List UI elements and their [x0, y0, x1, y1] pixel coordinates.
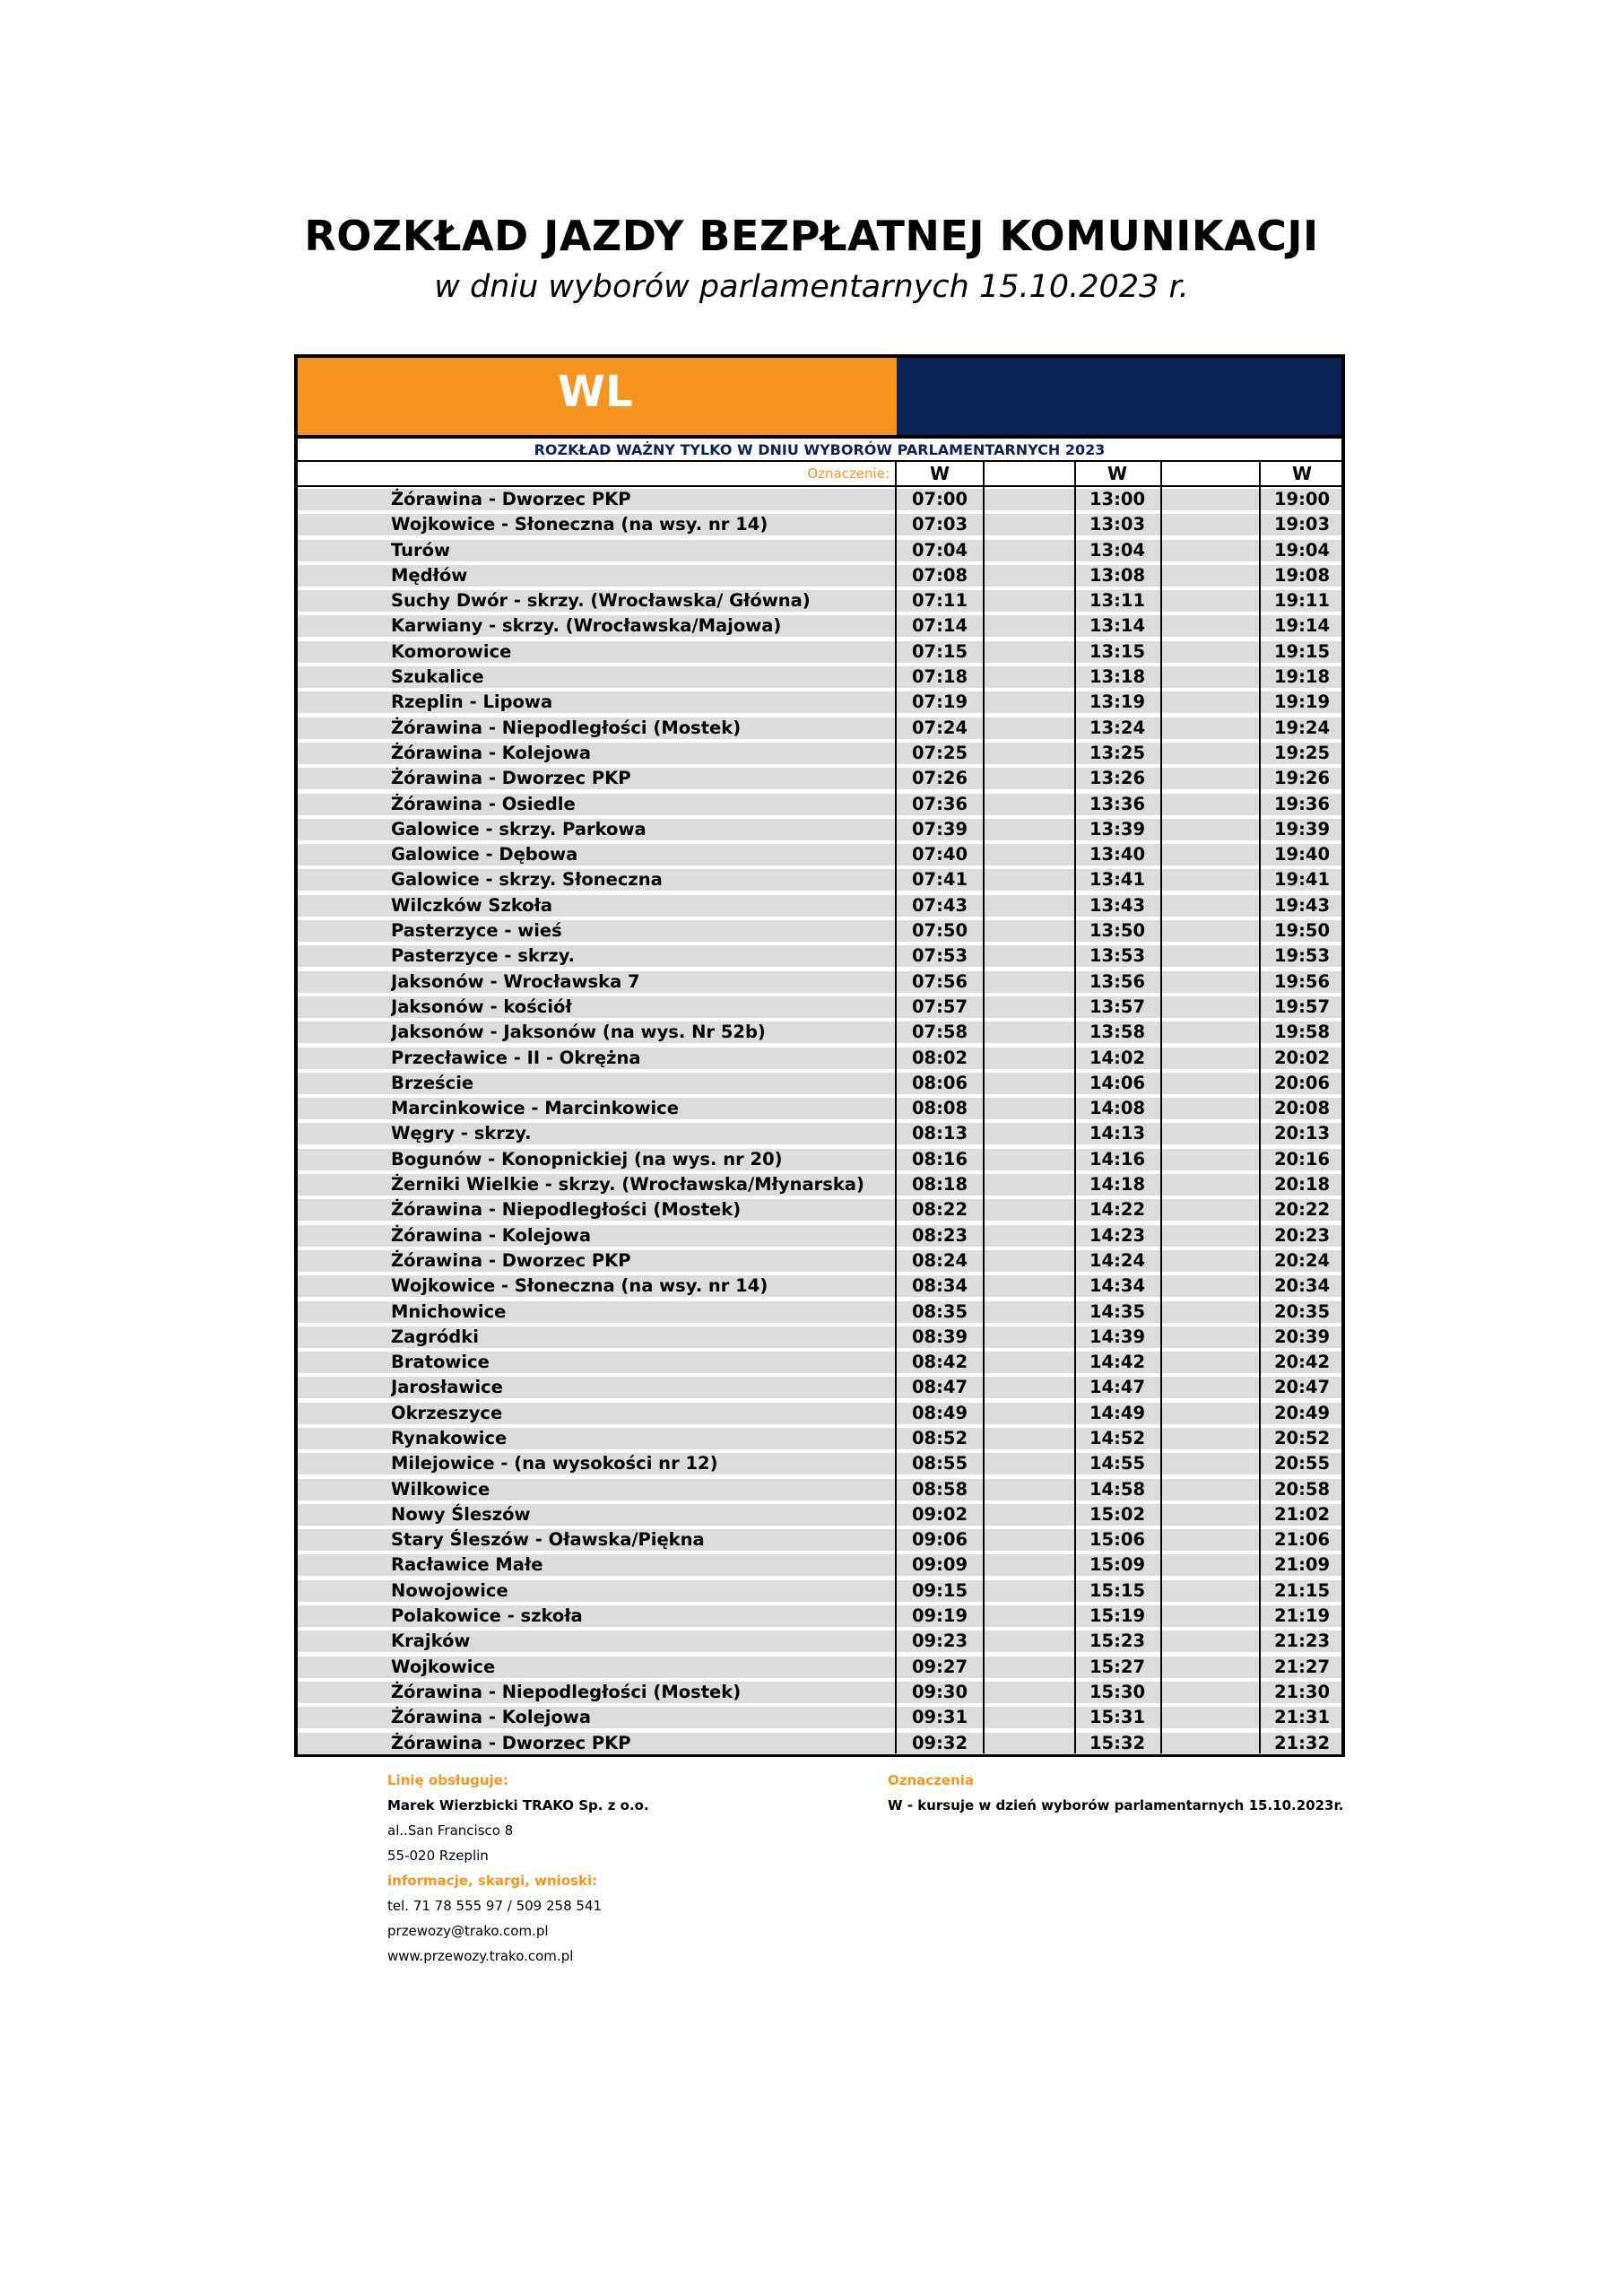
stop-name: Pasterzyce - wieś [391, 920, 562, 942]
departure-time: 09:31 [911, 1707, 968, 1728]
table-row [298, 1451, 1341, 1476]
timetable-body [298, 462, 1341, 1756]
table-row [298, 1552, 1341, 1578]
departure-time: 08:22 [911, 1199, 968, 1221]
stop-name: Wojkowice - Słoneczna (na wsy. nr 14) [391, 1275, 768, 1297]
stop-name: Żórawina - Dworzec PKP [391, 1249, 631, 1271]
table-row [298, 792, 1341, 817]
departure-time: 07:03 [911, 514, 968, 535]
departure-time: 08:06 [911, 1072, 968, 1093]
table-row [298, 1629, 1341, 1654]
departure-time: 07:18 [911, 666, 968, 688]
stop-name: Nowojowice [391, 1579, 508, 1601]
table-row [298, 1527, 1341, 1552]
stop-name: Milejowice - (na wysokości nr 12) [391, 1453, 718, 1474]
stop-name: Karwiany - skrzy. (Wrocławska/Majowa) [391, 615, 782, 637]
departure-time: 19:04 [1273, 539, 1331, 561]
stop-name: Okrzeszyce [391, 1402, 503, 1423]
operator-name: Marek Wierzbicki TRAKO Sp. z o.o. [387, 1797, 649, 1813]
departure-time: 08:02 [911, 1047, 968, 1068]
departure-time: 09:02 [911, 1503, 968, 1525]
departure-time: 15:15 [1089, 1579, 1146, 1601]
departure-time: 07:41 [911, 869, 968, 891]
document-title: ROZKŁAD JAZDY BEZPŁATNEJ KOMUNIKACJI [304, 212, 1319, 260]
stop-name: Żórawina - Niepodległości (Mostek) [391, 1199, 742, 1221]
table-row [298, 1147, 1341, 1172]
stop-name: Brzeście [391, 1072, 474, 1093]
legend-text: W - kursuje w dzień wyborów parlamentarnych 15.10.2023r. [888, 1797, 1344, 1813]
operator-address-street: al..San Francisco 8 [387, 1822, 514, 1839]
departure-time: 19:39 [1273, 818, 1331, 839]
departure-time: 07:40 [911, 844, 968, 865]
departure-time: 08:52 [911, 1427, 968, 1448]
departure-time: 14:49 [1089, 1402, 1146, 1423]
table-row [298, 741, 1341, 766]
departure-time: 13:53 [1089, 945, 1146, 967]
departure-time: 19:19 [1273, 691, 1331, 713]
stop-name: Żórawina - Kolejowa [391, 1224, 592, 1246]
departure-time: 09:27 [911, 1656, 968, 1677]
departure-time: 19:18 [1273, 666, 1331, 688]
departure-time: 14:52 [1089, 1427, 1146, 1448]
departure-time: 08:24 [911, 1249, 968, 1271]
departure-time: 13:24 [1089, 717, 1146, 738]
departure-time: 19:00 [1273, 489, 1331, 509]
departure-time: 08:16 [911, 1148, 968, 1170]
departure-time: 20:16 [1273, 1148, 1331, 1170]
departure-time: 20:58 [1273, 1478, 1331, 1500]
stop-name: Turów [391, 539, 451, 561]
stop-name: Jaksonów - Jaksonów (na wys. Nr 52b) [391, 1022, 766, 1043]
departure-time: 13:58 [1089, 1022, 1146, 1043]
departure-time: 21:02 [1273, 1503, 1331, 1525]
table-row [298, 1071, 1341, 1096]
departure-time: 08:08 [911, 1098, 968, 1119]
departure-time: 15:02 [1089, 1503, 1146, 1525]
stop-name: Wilczków Szkoła [391, 894, 553, 916]
departure-time: 20:18 [1273, 1174, 1331, 1196]
table-row [298, 690, 1341, 715]
stop-name: Mędłów [391, 564, 468, 586]
departure-time: 15:27 [1089, 1656, 1146, 1677]
departure-time: 21:30 [1273, 1681, 1331, 1702]
stop-name: Marcinkowice - Marcinkowice [391, 1098, 679, 1119]
column-divider [1160, 462, 1162, 1753]
departure-time: 19:41 [1273, 869, 1331, 891]
departure-time: 08:35 [911, 1300, 968, 1322]
table-row [298, 893, 1341, 918]
departure-time: 19:24 [1273, 717, 1331, 738]
departure-time: 07:53 [911, 945, 968, 967]
departure-time: 14:55 [1089, 1453, 1146, 1474]
table-row [298, 1705, 1341, 1730]
departure-time: 20:23 [1273, 1224, 1331, 1246]
departure-time: 08:23 [911, 1224, 968, 1246]
table-row [298, 665, 1341, 690]
departure-time: 21:32 [1273, 1732, 1331, 1753]
departure-time: 07:26 [911, 768, 968, 789]
departure-time: 08:47 [911, 1377, 968, 1398]
departure-time: 07:04 [911, 539, 968, 561]
departure-time: 07:36 [911, 793, 968, 814]
marking-label: Oznaczenie: [807, 465, 890, 482]
header-divider [298, 435, 1341, 439]
departure-time: 13:43 [1089, 894, 1146, 916]
stop-name: Pasterzyce - skrzy. [391, 945, 576, 967]
departure-time: 21:31 [1273, 1707, 1331, 1728]
departure-time: 13:39 [1089, 818, 1146, 839]
line-code: WL [558, 367, 633, 417]
departure-time: 15:31 [1089, 1707, 1146, 1728]
departure-time: 20:35 [1273, 1300, 1331, 1322]
table-row [298, 1401, 1341, 1426]
departure-time: 15:32 [1089, 1732, 1146, 1753]
timetable [294, 354, 1345, 1757]
table-row [298, 1731, 1341, 1756]
departure-time: 20:22 [1273, 1199, 1331, 1221]
stop-name: Żerniki Wielkie - skrzy. (Wrocławska/Młynarska) [391, 1174, 864, 1196]
departure-time: 21:19 [1273, 1605, 1331, 1627]
table-row [298, 538, 1341, 563]
departure-time: 13:04 [1089, 539, 1146, 561]
table-row [298, 1426, 1341, 1451]
validity-note: ROZKŁAD WAŻNY TYLKO W DNIU WYBORÓW PARLAMENTARNYCH 2023 [534, 441, 1106, 458]
website-link[interactable]: www.przewozy.trako.com.pl [387, 1948, 574, 1964]
table-row [298, 842, 1341, 867]
document-subtitle: w dniu wyborów parlamentarnych 15.10.2023 r. [434, 269, 1189, 305]
departure-time: 14:06 [1089, 1072, 1146, 1093]
table-row [298, 918, 1341, 944]
departure-time: 07:57 [911, 996, 968, 1017]
departure-time: 14:23 [1089, 1224, 1146, 1246]
departure-time: 14:47 [1089, 1377, 1146, 1398]
table-row [298, 588, 1341, 613]
operator-address-city: 55-020 Rzeplin [387, 1848, 489, 1864]
marking-1: W [929, 463, 950, 484]
departure-time: 07:08 [911, 564, 968, 586]
stop-name: Żórawina - Dworzec PKP [391, 768, 631, 789]
departure-time: 21:27 [1273, 1656, 1331, 1677]
departure-time: 07:11 [911, 590, 968, 612]
table-row [298, 1578, 1341, 1604]
table-row [298, 944, 1341, 969]
stop-name: Wojkowice [391, 1656, 496, 1677]
departure-time: 20:34 [1273, 1275, 1331, 1297]
departure-time: 20:13 [1273, 1123, 1331, 1144]
departure-time: 19:08 [1273, 564, 1331, 586]
table-row [298, 1375, 1341, 1400]
marking-3: W [1291, 463, 1313, 484]
departure-time: 08:58 [911, 1478, 968, 1500]
departure-time: 09:30 [911, 1681, 968, 1702]
departure-time: 19:03 [1273, 514, 1331, 535]
table-row [298, 995, 1341, 1020]
table-row [298, 1197, 1341, 1222]
stop-name: Suchy Dwór - skrzy. (Wrocławska/ Główna) [391, 590, 811, 612]
departure-time: 14:58 [1089, 1478, 1146, 1500]
departure-time: 13:36 [1089, 793, 1146, 814]
stop-name: Żórawina - Kolejowa [391, 742, 592, 763]
stop-name: Jaksonów - kościół [391, 996, 572, 1017]
departure-time: 14:22 [1089, 1199, 1146, 1221]
departure-time: 15:19 [1089, 1605, 1146, 1627]
departure-time: 13:26 [1089, 768, 1146, 789]
stop-name: Szukalice [391, 666, 484, 688]
departure-time: 15:30 [1089, 1681, 1146, 1702]
table-row [298, 639, 1341, 665]
table-row [298, 1096, 1341, 1121]
departure-time: 15:23 [1089, 1631, 1146, 1652]
stop-name: Żórawina - Dworzec PKP [391, 489, 631, 509]
departure-time: 13:03 [1089, 514, 1146, 535]
departure-time: 07:25 [911, 742, 968, 763]
departure-time: 13:25 [1089, 742, 1146, 763]
departure-time: 07:15 [911, 640, 968, 662]
stop-name: Żórawina - Niepodległości (Mostek) [391, 1681, 742, 1702]
departure-time: 19:11 [1273, 590, 1331, 612]
departure-time: 07:43 [911, 894, 968, 916]
operator-heading: Linię obsługuje: [387, 1772, 508, 1788]
stop-name: Węgry - skrzy. [391, 1123, 532, 1144]
stop-name: Wojkowice - Słoneczna (na wsy. nr 14) [391, 514, 768, 535]
table-row [298, 1046, 1341, 1071]
departure-time: 15:06 [1089, 1529, 1146, 1551]
departure-time: 19:15 [1273, 640, 1331, 662]
stop-name: Mnichowice [391, 1300, 507, 1322]
departure-time: 20:08 [1273, 1098, 1331, 1119]
stop-name: Stary Śleszów - Oławska/Piękna [391, 1529, 705, 1551]
departure-time: 14:02 [1089, 1047, 1146, 1068]
table-row [298, 563, 1341, 588]
departure-time: 19:36 [1273, 793, 1331, 814]
departure-time: 20:55 [1273, 1453, 1331, 1474]
departure-time: 15:09 [1089, 1554, 1146, 1576]
line-header [298, 358, 897, 435]
departure-time: 21:09 [1273, 1554, 1331, 1576]
departure-time: 19:14 [1273, 615, 1331, 637]
table-row [298, 1477, 1341, 1502]
stop-name: Jaksonów - Wrocławska 7 [391, 970, 640, 992]
departure-time: 07:58 [911, 1022, 968, 1043]
info-heading: informacje, skargi, wnioski: [387, 1873, 598, 1889]
legend-heading: Oznaczenia [888, 1772, 975, 1788]
table-row [298, 1350, 1341, 1375]
table-row [298, 970, 1341, 995]
table-row [298, 1680, 1341, 1705]
stop-name: Bogunów - Konopnickiej (na wys. nr 20) [391, 1148, 783, 1170]
stop-name: Żórawina - Kolejowa [391, 1707, 592, 1728]
departure-time: 08:55 [911, 1453, 968, 1474]
departure-time: 13:18 [1089, 666, 1146, 688]
table-row [298, 1502, 1341, 1527]
departure-time: 13:50 [1089, 920, 1146, 942]
table-row [298, 867, 1341, 892]
departure-time: 14:08 [1089, 1098, 1146, 1119]
departure-time: 07:24 [911, 717, 968, 738]
departure-time: 20:47 [1273, 1377, 1331, 1398]
table-row [298, 1274, 1341, 1299]
table-row [298, 1655, 1341, 1680]
departure-time: 09:19 [911, 1605, 968, 1627]
stop-name: Zagródki [391, 1326, 479, 1347]
departure-time: 09:23 [911, 1631, 968, 1652]
column-divider [895, 462, 897, 1753]
stop-name: Polakowice - szkoła [391, 1605, 583, 1627]
stop-name: Nowy Śleszów [391, 1503, 531, 1525]
table-row [298, 1604, 1341, 1629]
departure-time: 09:32 [911, 1732, 968, 1753]
stop-name: Racławice Małe [391, 1554, 543, 1576]
departure-time: 07:56 [911, 970, 968, 992]
stop-name: Rynakowice [391, 1427, 508, 1448]
departure-time: 20:42 [1273, 1352, 1331, 1373]
departure-time: 07:14 [911, 615, 968, 637]
table-row [298, 613, 1341, 639]
email-link[interactable]: przewozy@trako.com.pl [387, 1923, 549, 1939]
departure-time: 13:00 [1089, 489, 1146, 509]
departure-time: 14:34 [1089, 1275, 1146, 1297]
table-row [298, 1172, 1341, 1197]
departure-time: 19:40 [1273, 844, 1331, 865]
departure-time: 20:02 [1273, 1047, 1331, 1068]
table-row [298, 1248, 1341, 1274]
departure-time: 14:35 [1089, 1300, 1146, 1322]
stop-name: Wilkowice [391, 1478, 490, 1500]
stop-name: Żórawina - Osiedle [391, 793, 576, 814]
stop-name: Krajków [391, 1631, 471, 1652]
departure-time: 08:42 [911, 1352, 968, 1373]
departure-time: 14:24 [1089, 1249, 1146, 1271]
table-row [298, 512, 1341, 537]
table-row [298, 817, 1341, 842]
departure-time: 13:57 [1089, 996, 1146, 1017]
stop-name: Jarosławice [391, 1377, 503, 1398]
departure-time: 19:50 [1273, 920, 1331, 942]
departure-time: 08:49 [911, 1402, 968, 1423]
stop-name: Galowice - Dębowa [391, 844, 578, 865]
stop-name: Galowice - skrzy. Słoneczna [391, 869, 663, 891]
marking-2: W [1107, 463, 1128, 484]
departure-time: 13:19 [1089, 691, 1146, 713]
departure-time: 09:09 [911, 1554, 968, 1576]
table-row [298, 716, 1341, 741]
departure-time: 21:23 [1273, 1631, 1331, 1652]
departure-time: 13:11 [1089, 590, 1146, 612]
departure-time: 09:06 [911, 1529, 968, 1551]
departure-time: 13:08 [1089, 564, 1146, 586]
departure-time: 19:57 [1273, 996, 1331, 1017]
departure-time: 19:43 [1273, 894, 1331, 916]
stop-name: Żórawina - Niepodległości (Mostek) [391, 717, 742, 738]
departure-time: 07:50 [911, 920, 968, 942]
departure-time: 14:13 [1089, 1123, 1146, 1144]
departure-time: 07:39 [911, 818, 968, 839]
departure-time: 13:15 [1089, 640, 1146, 662]
departure-time: 20:24 [1273, 1249, 1331, 1271]
table-row [298, 1325, 1341, 1350]
departure-time: 14:16 [1089, 1148, 1146, 1170]
stop-name: Żórawina - Dworzec PKP [391, 1732, 631, 1753]
table-row [298, 766, 1341, 791]
departure-time: 20:52 [1273, 1427, 1331, 1448]
marking-row [298, 462, 1341, 487]
departure-time: 20:49 [1273, 1402, 1331, 1423]
departure-time: 21:15 [1273, 1579, 1331, 1601]
phone: tel. 71 78 555 97 / 509 258 541 [387, 1898, 603, 1914]
departure-time: 07:00 [911, 489, 968, 509]
departure-time: 20:06 [1273, 1072, 1331, 1093]
departure-time: 08:39 [911, 1326, 968, 1347]
table-row [298, 1223, 1341, 1248]
departure-time: 19:58 [1273, 1022, 1331, 1043]
departure-time: 09:15 [911, 1579, 968, 1601]
departure-time: 08:18 [911, 1174, 968, 1196]
departure-time: 19:25 [1273, 742, 1331, 763]
departure-time: 19:53 [1273, 945, 1331, 967]
departure-time: 13:14 [1089, 615, 1146, 637]
departure-time: 19:56 [1273, 970, 1331, 992]
stop-name: Bratowice [391, 1352, 490, 1373]
departure-time: 07:19 [911, 691, 968, 713]
table-row [298, 487, 1341, 512]
departure-time: 08:13 [911, 1123, 968, 1144]
column-divider [983, 462, 985, 1753]
departure-time: 19:26 [1273, 768, 1331, 789]
stop-name: Galowice - skrzy. Parkowa [391, 818, 647, 839]
line-header-band [897, 358, 1341, 435]
departure-time: 14:18 [1089, 1174, 1146, 1196]
column-divider [1259, 462, 1261, 1753]
table-row [298, 1300, 1341, 1325]
departure-time: 21:06 [1273, 1529, 1331, 1551]
stop-name: Przecławice - II - Okrężna [391, 1047, 641, 1068]
departure-time: 20:39 [1273, 1326, 1331, 1347]
departure-time: 13:40 [1089, 844, 1146, 865]
column-divider [1074, 462, 1076, 1753]
table-row [298, 1020, 1341, 1045]
stop-name: Komorowice [391, 640, 512, 662]
departure-time: 13:56 [1089, 970, 1146, 992]
departure-time: 08:34 [911, 1275, 968, 1297]
departure-time: 14:39 [1089, 1326, 1146, 1347]
departure-time: 13:41 [1089, 869, 1146, 891]
stop-name: Rzeplin - Lipowa [391, 691, 553, 713]
departure-time: 14:42 [1089, 1352, 1146, 1373]
table-row [298, 1121, 1341, 1146]
